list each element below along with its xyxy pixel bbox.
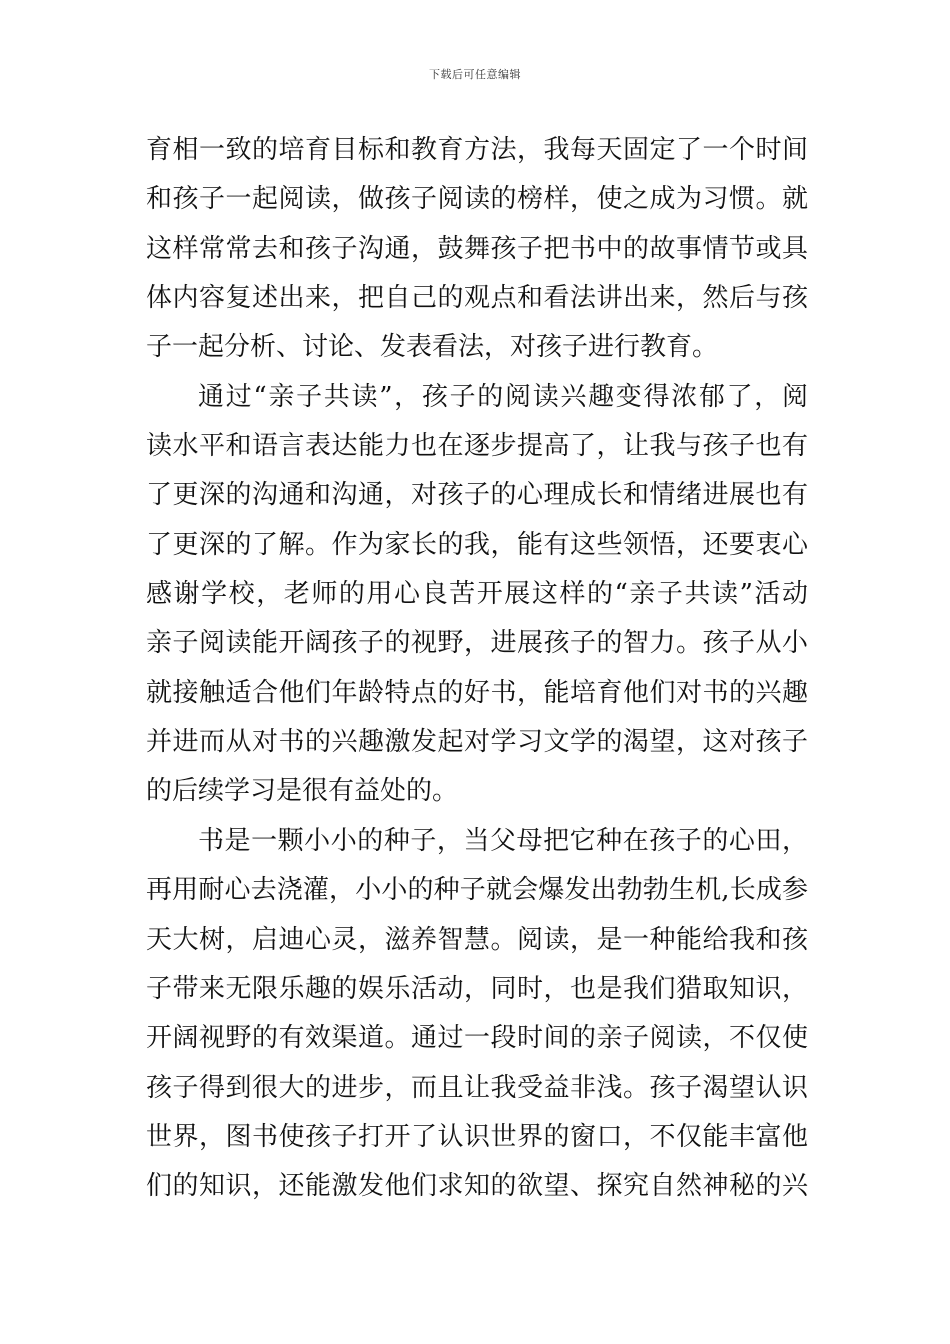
document-body: [146, 126, 808, 1212]
text-line: 了更深的了解。作为家长的我，能有这些领悟，还要衷心: [146, 529, 808, 560]
text-line: 并进而从对书的兴趣激发起对学习文学的渴望，这对孩子: [146, 727, 808, 758]
text-line: 亲子阅读能开阔孩子的视野，进展孩子的智力。孩子从小: [146, 628, 808, 659]
text-line: 就接触适合他们年龄特点的好书，能培育他们对书的兴趣: [146, 677, 808, 708]
text-line: 的后续学习是很有益处的。: [146, 776, 459, 807]
text-line: 开阔视野的有效渠道。通过一段时间的亲子阅读，不仅使: [146, 1023, 808, 1054]
text-line: 这样常常去和孩子沟通，鼓舞孩子把书中的故事情节或具: [146, 233, 808, 264]
text-line: 子一起分析、讨论、发表看法，对孩子进行教育。: [146, 332, 719, 363]
text-line: 天大树，启迪心灵，滋养智慧。阅读，是一种能给我和孩: [146, 924, 808, 955]
text-line: 世界，图书使孩子打开了认识世界的窗口，不仅能丰富他: [146, 1121, 808, 1152]
text-line: 了更深的沟通和沟通，对孩子的心理成长和情绪进展也有: [146, 480, 808, 511]
text-line: 感谢学校，老师的用心良苦开展这样的“亲子共读”活动: [146, 579, 808, 610]
text-line: 再用耐心去浇灌，小小的种子就会爆发出勃勃生机,长成参: [146, 875, 808, 906]
text-line: 们的知识，还能激发他们求知的欲望、探究自然神秘的兴: [146, 1171, 808, 1202]
header-note: 下载后可任意编辑: [429, 68, 521, 81]
text-line: 育相一致的培育目标和教育方法，我每天固定了一个时间: [146, 135, 808, 165]
text-line: 和孩子一起阅读，做孩子阅读的榜样，使之成为习惯。就: [146, 184, 808, 215]
text-line: 通过“亲子共读”，孩子的阅读兴趣变得浓郁了，阅: [198, 381, 808, 412]
text-line: 书是一颗小小的种子，当父母把它种在孩子的心田，: [198, 825, 808, 856]
text-line: 孩子得到很大的进步，而且让我受益非浅。孩子渴望认识: [146, 1072, 808, 1103]
text-line: 读水平和语言表达能力也在逐步提高了，让我与孩子也有: [146, 431, 808, 462]
text-line: 体内容复述出来，把自己的观点和看法讲出来，然后与孩: [146, 283, 808, 314]
text-line: 子带来无限乐趣的娱乐活动，同时，也是我们猎取知识，: [146, 973, 808, 1004]
